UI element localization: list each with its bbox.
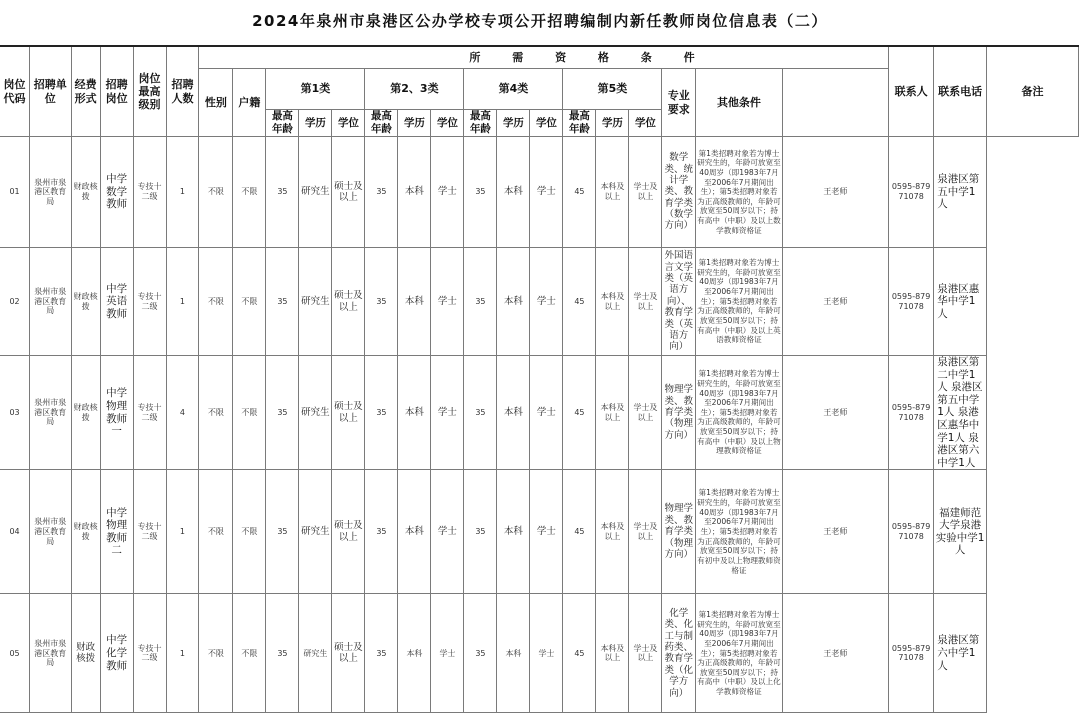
- header-qualifications: 所 需 资 格 条 件: [199, 46, 889, 69]
- cell-c5-deg: 学士及以上: [629, 356, 662, 470]
- cell-contact: 王老师: [782, 470, 888, 594]
- cell-unit: 泉州市泉港区教育局: [30, 137, 71, 248]
- cell-c23-edu: 本科: [398, 248, 431, 356]
- cell-c4-age: 35: [464, 137, 497, 248]
- cell-post: 中学物理教师一: [100, 356, 133, 470]
- cell-notes: 泉港区第五中学1人: [934, 137, 987, 248]
- cell-c4-edu: 本科: [497, 470, 530, 594]
- header-contact: 联系人: [888, 46, 933, 137]
- header-post: 招聘岗位: [100, 46, 133, 137]
- cell-c4-edu: 本科: [497, 137, 530, 248]
- table-row: [0, 594, 1079, 713]
- cell-c1-edu: 研究生: [299, 470, 332, 594]
- cell-c23-deg: 学士: [431, 594, 464, 713]
- cell-c23-edu: 本科: [398, 594, 431, 713]
- cell-post: 中学数学教师: [100, 137, 133, 248]
- cell-major: 物理学类、教育学类（物理方向）: [662, 470, 696, 594]
- cell-other: 第1类招聘对象若为博士研究生的，年龄可放宽至40周岁（即1983年7月至2006年7月期间出生）；第5类招聘对象若为正高级教师的，年龄可放宽至50周岁以下；持有初中及以上物理教师资格证: [696, 470, 783, 594]
- header-cat5-deg: 学位: [629, 110, 662, 137]
- cell-c5-deg: 学士及以上: [629, 137, 662, 248]
- cell-gender: 不限: [199, 356, 233, 470]
- table-row: [0, 356, 1079, 470]
- header-cat5-edu: 学历: [596, 110, 629, 137]
- cell-c4-deg: 学士: [530, 470, 563, 594]
- header-cat23-age: 最高年龄: [365, 110, 398, 137]
- cell-level: 专技十二级: [133, 470, 166, 594]
- cell-c4-edu: 本科: [497, 356, 530, 470]
- cell-code: 05: [0, 594, 30, 713]
- header-funding: 经费形式: [71, 46, 100, 137]
- cell-c5-age: 45: [563, 137, 596, 248]
- header-cat1-deg: 学位: [332, 110, 365, 137]
- cell-count: 1: [166, 594, 199, 713]
- header-cat4-edu: 学历: [497, 110, 530, 137]
- cell-c5-deg: 学士及以上: [629, 248, 662, 356]
- cell-count: 1: [166, 248, 199, 356]
- header-cat4: 第4类: [464, 69, 563, 110]
- cell-c5-deg: 学士及以上: [629, 470, 662, 594]
- table-row: [0, 248, 1079, 356]
- cell-unit: 泉州市泉港区教育局: [30, 594, 71, 713]
- table-row: [0, 137, 1079, 248]
- page-title: 2024年泉州市泉港区公办学校专项公开招聘编制内新任教师岗位信息表（二）: [252, 12, 828, 30]
- cell-c23-edu: 本科: [398, 356, 431, 470]
- cell-c23-age: 35: [365, 594, 398, 713]
- cell-c5-age: 45: [563, 594, 596, 713]
- cell-c5-edu: 本科及以上: [596, 356, 629, 470]
- cell-c1-edu: 研究生: [299, 248, 332, 356]
- header-cat5-age: 最高年龄: [563, 110, 596, 137]
- cell-phone: 0595-87971078: [888, 248, 933, 356]
- header-cat1-edu: 学历: [299, 110, 332, 137]
- cell-count: 1: [166, 470, 199, 594]
- cell-c23-deg: 学士: [431, 356, 464, 470]
- cell-notes: 泉港区惠华中学1人: [934, 248, 987, 356]
- cell-hukou: 不限: [233, 470, 266, 594]
- recruitment-table: [0, 45, 1079, 713]
- cell-major: 化学类、化工与制药类、教育学类（化学方向）: [662, 594, 696, 713]
- header-cat23-deg: 学位: [431, 110, 464, 137]
- header-cat4-deg: 学位: [530, 110, 563, 137]
- cell-notes: 泉港区第六中学1人: [934, 594, 987, 713]
- cell-c4-age: 35: [464, 470, 497, 594]
- cell-other: 第1类招聘对象若为博士研究生的，年龄可放宽至40周岁（即1983年7月至2006年7月期间出生）；第5类招聘对象若为正高级教师的，年龄可放宽至50周岁以下；持有高中（中职）及以上英语教师资格证: [696, 248, 783, 356]
- header-notes: 备注: [987, 46, 1079, 137]
- cell-gender: 不限: [199, 594, 233, 713]
- cell-hukou: 不限: [233, 594, 266, 713]
- cell-c5-age: 45: [563, 356, 596, 470]
- cell-c5-edu: 本科及以上: [596, 594, 629, 713]
- cell-phone: 0595-87971078: [888, 356, 933, 470]
- header-other: 其他条件: [696, 69, 783, 137]
- cell-c23-age: 35: [365, 356, 398, 470]
- cell-post: 中学化学教师: [100, 594, 133, 713]
- cell-contact: 王老师: [782, 248, 888, 356]
- cell-c1-age: 35: [266, 470, 299, 594]
- cell-contact: 王老师: [782, 356, 888, 470]
- header-major: 专业要求: [662, 69, 696, 137]
- cell-major: 外国语言文学类（英语方向）、教育学类（英语方向）: [662, 248, 696, 356]
- cell-c4-age: 35: [464, 356, 497, 470]
- cell-gender: 不限: [199, 248, 233, 356]
- cell-gender: 不限: [199, 137, 233, 248]
- header-cat5: 第5类: [563, 69, 662, 110]
- cell-c23-age: 35: [365, 137, 398, 248]
- cell-c4-deg: 学士: [530, 356, 563, 470]
- cell-c1-age: 35: [266, 594, 299, 713]
- cell-c1-edu: 研究生: [299, 137, 332, 248]
- cell-notes: 泉港区第二中学1人 泉港区第五中学1人 泉港区惠华中学1人 泉港区第六中学1人: [934, 356, 987, 470]
- header-phone: 联系电话: [934, 46, 987, 137]
- cell-unit: 泉州市泉港区教育局: [30, 248, 71, 356]
- cell-code: 04: [0, 470, 30, 594]
- header-level: 岗位最高级别: [133, 46, 166, 137]
- cell-c4-edu: 本科: [497, 594, 530, 713]
- cell-level: 专技十二级: [133, 356, 166, 470]
- cell-c23-deg: 学士: [431, 137, 464, 248]
- cell-level: 专技十二级: [133, 594, 166, 713]
- cell-notes: 福建师范大学泉港实验中学1人: [934, 470, 987, 594]
- cell-other: 第1类招聘对象若为博士研究生的，年龄可放宽至40周岁（即1983年7月至2006年7月期间出生）；第5类招聘对象若为正高级教师的，年龄可放宽至50周岁以下；持有高中（中职）及以上化学教师资格证: [696, 594, 783, 713]
- header-hukou: 户籍: [233, 69, 266, 137]
- cell-c23-edu: 本科: [398, 137, 431, 248]
- cell-c4-age: 35: [464, 248, 497, 356]
- cell-c1-age: 35: [266, 137, 299, 248]
- cell-c4-age: 35: [464, 594, 497, 713]
- cell-c1-edu: 研究生: [299, 594, 332, 713]
- cell-hukou: 不限: [233, 356, 266, 470]
- cell-code: 01: [0, 137, 30, 248]
- header-unit: 招聘单位: [30, 46, 71, 137]
- cell-hukou: 不限: [233, 248, 266, 356]
- cell-c5-age: 45: [563, 248, 596, 356]
- cell-funding: 财政核拨: [71, 248, 100, 356]
- cell-c4-deg: 学士: [530, 594, 563, 713]
- header-cat4-age: 最高年龄: [464, 110, 497, 137]
- cell-c1-edu: 研究生: [299, 356, 332, 470]
- cell-c4-edu: 本科: [497, 248, 530, 356]
- cell-code: 02: [0, 248, 30, 356]
- cell-c5-edu: 本科及以上: [596, 248, 629, 356]
- cell-post: 中学英语教师: [100, 248, 133, 356]
- cell-level: 专技十二级: [133, 137, 166, 248]
- header-post-code: 岗位代码: [0, 46, 30, 137]
- cell-hukou: 不限: [233, 137, 266, 248]
- header-cat1-age: 最高年龄: [266, 110, 299, 137]
- cell-c23-age: 35: [365, 470, 398, 594]
- cell-gender: 不限: [199, 470, 233, 594]
- cell-c5-deg: 学士及以上: [629, 594, 662, 713]
- cell-c1-deg: 硕士及以上: [332, 594, 365, 713]
- cell-c5-age: 45: [563, 470, 596, 594]
- cell-code: 03: [0, 356, 30, 470]
- cell-count: 1: [166, 137, 199, 248]
- header-cat1: 第1类: [266, 69, 365, 110]
- cell-funding: 财政核拨: [71, 594, 100, 713]
- header-cat23-edu: 学历: [398, 110, 431, 137]
- cell-major: 数学类、统计学类、教育学类（数学方向）: [662, 137, 696, 248]
- cell-post: 中学物理教师二: [100, 470, 133, 594]
- cell-c1-age: 35: [266, 248, 299, 356]
- cell-c23-deg: 学士: [431, 470, 464, 594]
- cell-phone: 0595-87971078: [888, 137, 933, 248]
- cell-c23-edu: 本科: [398, 470, 431, 594]
- cell-c1-deg: 硕士及以上: [332, 137, 365, 248]
- cell-c1-deg: 硕士及以上: [332, 356, 365, 470]
- cell-c5-edu: 本科及以上: [596, 470, 629, 594]
- cell-contact: 王老师: [782, 594, 888, 713]
- cell-funding: 财政核拨: [71, 470, 100, 594]
- cell-c1-deg: 硕士及以上: [332, 248, 365, 356]
- cell-c23-age: 35: [365, 248, 398, 356]
- cell-count: 4: [166, 356, 199, 470]
- header-gender: 性别: [199, 69, 233, 137]
- header-cat23: 第2、3类: [365, 69, 464, 110]
- cell-unit: 泉州市泉港区教育局: [30, 470, 71, 594]
- cell-funding: 财政核拨: [71, 137, 100, 248]
- cell-contact: 王老师: [782, 137, 888, 248]
- cell-funding: 财政核拨: [71, 356, 100, 470]
- cell-c1-age: 35: [266, 356, 299, 470]
- header-count: 招聘人数: [166, 46, 199, 137]
- cell-phone: 0595-87971078: [888, 470, 933, 594]
- cell-other: 第1类招聘对象若为博士研究生的，年龄可放宽至40周岁（即1983年7月至2006年7月期间出生）；第5类招聘对象若为正高级教师的，年龄可放宽至50周岁以下；持有高中（中职）及以上物理教师资格证: [696, 356, 783, 470]
- cell-c4-deg: 学士: [530, 248, 563, 356]
- cell-c4-deg: 学士: [530, 137, 563, 248]
- cell-major: 物理学类、教育学类（物理方向）: [662, 356, 696, 470]
- cell-phone: 0595-87971078: [888, 594, 933, 713]
- table-row: [0, 470, 1079, 594]
- cell-c23-deg: 学士: [431, 248, 464, 356]
- cell-c1-deg: 硕士及以上: [332, 470, 365, 594]
- cell-c5-edu: 本科及以上: [596, 137, 629, 248]
- cell-unit: 泉州市泉港区教育局: [30, 356, 71, 470]
- cell-other: 第1类招聘对象若为博士研究生的，年龄可放宽至40周岁（即1983年7月至2006年7月期间出生）；第5类招聘对象若为正高级教师的，年龄可放宽至50周岁以下；持有高中（中职）及以上数学教师资格证: [696, 137, 783, 248]
- cell-level: 专技十二级: [133, 248, 166, 356]
